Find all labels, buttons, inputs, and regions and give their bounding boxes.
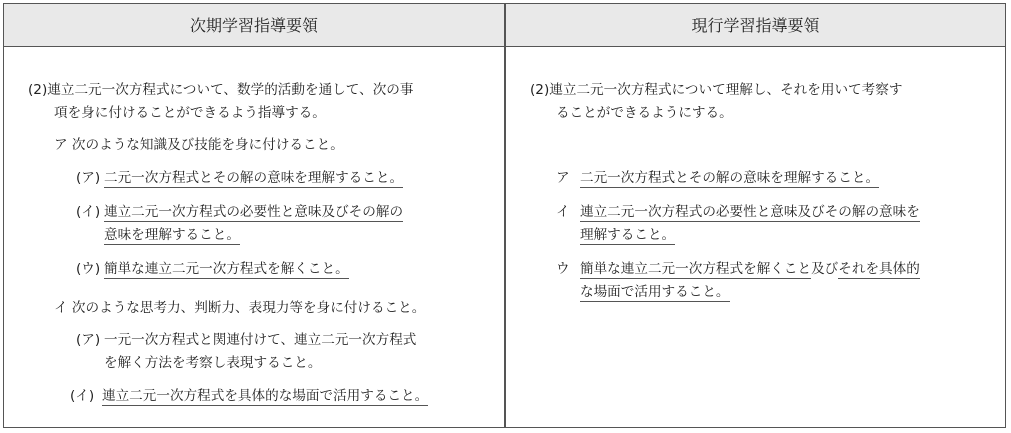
left-a3-line [104, 258, 349, 280]
left-a2-line1 [104, 201, 403, 223]
left-item2-line1: (2)連立二元一次方程式について、数学的活動を通して、次の事 [28, 82, 414, 98]
right-i-line2 [580, 224, 675, 246]
header-next-guidelines: 次期学習指導要領 [189, 16, 318, 35]
right-i-mark: イ [556, 204, 570, 220]
right-i-line1 [580, 201, 920, 223]
right-a-mark: ア [556, 170, 570, 186]
right-u-line1 [580, 258, 920, 280]
cell-next-guidelines [4, 47, 504, 427]
cell-current-guidelines [506, 47, 1005, 427]
right-a-line [580, 167, 879, 189]
left-a2-line2 [104, 224, 240, 246]
right-a-text: 二元一次方程式とその解の意味を理解すること。 [580, 170, 880, 186]
left-a2-text-line2: 意味を理解すること。 [104, 227, 240, 243]
header-current-guidelines: 現行学習指導要領 [691, 16, 820, 35]
right-u-text-part1: 簡単な連立二元一次方程式を解くこと [580, 261, 812, 277]
left-a1-line [104, 167, 403, 189]
left-i1-text-line2: を解く方法を考察し表現すること。 [104, 355, 322, 371]
right-u-line2 [580, 281, 730, 303]
left-i1-mark: (ア) [76, 332, 101, 348]
left-a3-mark: (ウ) [76, 261, 101, 277]
right-i-text-line1: 連立二元一次方程式の必要性と意味及びその解の意味を [580, 204, 920, 220]
right-u-text-line2: な場面で活用すること。 [580, 284, 730, 300]
right-u-mark: ウ [556, 261, 570, 277]
left-item2-line2: 項を身に付けることができるよう指導する。 [54, 105, 326, 121]
right-u-text-part2: 及び [811, 261, 839, 277]
right-item2-line2: ることができるようにする。 [556, 105, 733, 121]
left-a2-mark: (イ) [76, 204, 101, 220]
left-a3-text: 簡単な連立二元一次方程式を解くこと。 [104, 261, 349, 277]
left-a2-text-line1: 連立二元一次方程式の必要性と意味及びその解の [104, 204, 404, 220]
left-a1-mark: (ア) [76, 170, 101, 186]
left-i2-line [102, 385, 428, 407]
left-i1-text-line1: 一元一次方程式と関連付けて、連立二元一次方程式 [104, 332, 417, 348]
left-i-heading: イ 次のような思考力、判断力、表現力等を身に付けること。 [54, 300, 426, 316]
left-i2-mark: (イ) [70, 388, 95, 404]
right-item2-line1: (2)連立二元一次方程式について理解し、それを用いて考察す [530, 82, 903, 98]
right-u-text-part3: それを具体的 [838, 261, 920, 277]
left-a-heading: ア 次のような知識及び技能を身に付けること。 [54, 137, 344, 153]
left-a1-text: 二元一次方程式とその解の意味を理解すること。 [104, 170, 404, 186]
right-i-text-line2: 理解すること。 [580, 227, 676, 243]
comparison-table [3, 3, 1006, 428]
left-i2-text: 連立二元一次方程式を具体的な場面で活用すること。 [102, 388, 429, 404]
